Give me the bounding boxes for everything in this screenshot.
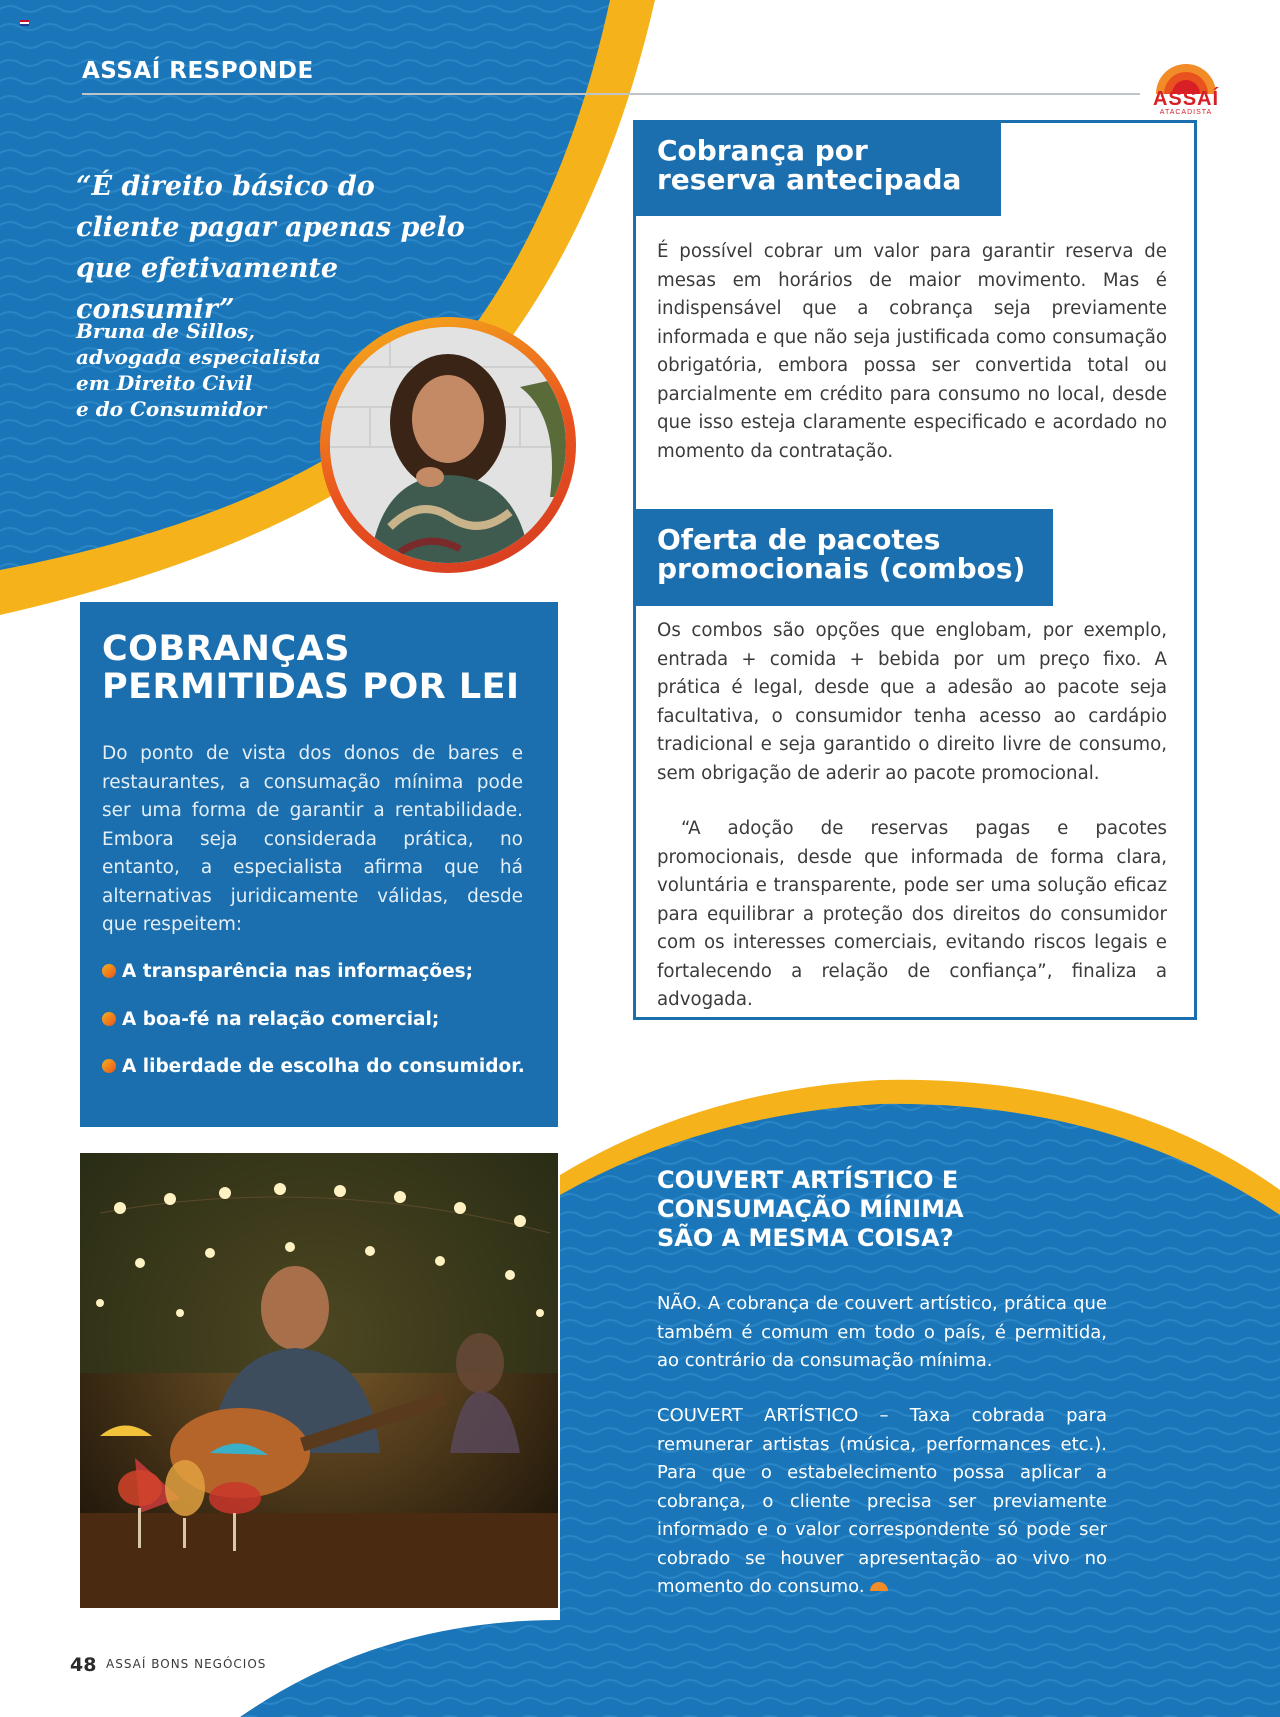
page-number: 48 [70,1654,97,1676]
logo-wordmark: ASSAÍ [1152,88,1220,110]
combos-body: Os combos são opções que englobam, por exemplo, entrada + comida + bebida por um preço fixo. A prática é legal, desde que a adesão ao pacote seja facultativa, o consumidor tenha acesso ao cardápio tradicional e seja garantido o direito livre de consumo, sem obrigação de aderir ao pacote promocional. [657,620,1167,784]
bullet-item [102,1055,525,1079]
couvert-definition: COUVERT ARTÍSTICO – Taxa cobrada para remunerar artistas (música, performances etc.). Para que o estabelecimento possa aplicar a cobrança, o cliente precisa ser previamente informado e o valor correspondente só pode ser cobrado se houver apresentação ao vivo no momento do consumo. [657,1405,1107,1597]
bullet-text: A transparência nas informações; [122,961,474,982]
logo-subtitle: ATACADISTA [1159,109,1213,116]
laws-title-line: COBRANÇAS [102,629,350,669]
bullet-dot-icon [102,1012,116,1026]
heading-line: Cobrança por [657,134,868,167]
author-line: em Direito Civil [76,371,253,395]
couvert-title [657,1166,1127,1253]
laws-title [102,630,542,706]
reserva-body: É possível cobrar um valor para garantir reserva de mesas em horários de maior movimento. Mas é indispensável que a cobrança seja previamente informada e que não seja justificada como consumação obrigatória, embora possa ser convertida total ou parcialmente em crédito para consumo no local, desde que isso esteja claramente especificado e acordado no momento da contratação. [657,241,1167,462]
heading-line: Oferta de pacotes [657,523,941,556]
flag-icon [20,20,29,26]
couvert-definition-block [657,1402,1107,1602]
author-line: e do Consumidor [76,397,267,421]
musician-photo [80,1153,558,1608]
author-line: Bruna de Sillos, [76,319,255,343]
combos-heading [633,509,1053,606]
portrait-photo [330,327,566,563]
reserva-heading [633,120,1001,216]
heading-line: promocionais (combos) [657,552,1026,585]
bullet-text: A liberdade de escolha do consumidor. [122,1056,525,1077]
header-divider [82,93,1140,95]
author-portrait [320,317,576,573]
quote-author [76,318,356,422]
closing-quote: “A adoção de reservas pagas e pacotes promocionais, desde que informada de forma clara, voluntária e transparente, pode ser uma solução eficaz para equilibrar a proteção dos direitos do consumidor com os interesses comerciais, evitando riscos legais e fortalecendo a relação de confiança”, finaliza a advogada. [657,818,1167,1010]
end-mark-icon [870,1582,888,1591]
bullet-item [102,1008,439,1032]
couvert-title-line: SÃO A MESMA COISA? [657,1224,954,1252]
assai-logo [1150,64,1222,114]
bullet-item [102,960,473,984]
publication-name: ASSAÍ BONS NEGÓCIOS [106,1657,267,1671]
author-line: advogada especialista [76,345,321,369]
laws-title-line: PERMITIDAS POR LEI [102,667,520,707]
bullet-dot-icon [102,964,116,978]
laws-body: Do ponto de vista dos donos de bares e restaurantes, a consumação mínima pode ser uma forma de garantir a rentabilidade. Embora seja considerada prática, no entanto, a especialista afirma que há alternativas juridicamente válidas, desde que respeitem: [102,743,523,935]
bullet-text: A boa-fé na relação comercial; [122,1009,440,1030]
couvert-answer: NÃO. A cobrança de couvert artístico, prática que também é comum em todo o país, é permitida, ao contrário da consumação mínima. [657,1293,1107,1371]
section-label: ASSAÍ RESPONDE [82,58,314,84]
heading-line: reserva antecipada [657,163,962,196]
couvert-title-line: CONSUMAÇÃO MÍNIMA [657,1195,964,1223]
pull-quote: “É direito básico do cliente pagar apenas pelo que efetivamente consumir” [76,171,465,325]
bullet-dot-icon [102,1059,116,1073]
couvert-title-line: COUVERT ARTÍSTICO E [657,1166,959,1194]
